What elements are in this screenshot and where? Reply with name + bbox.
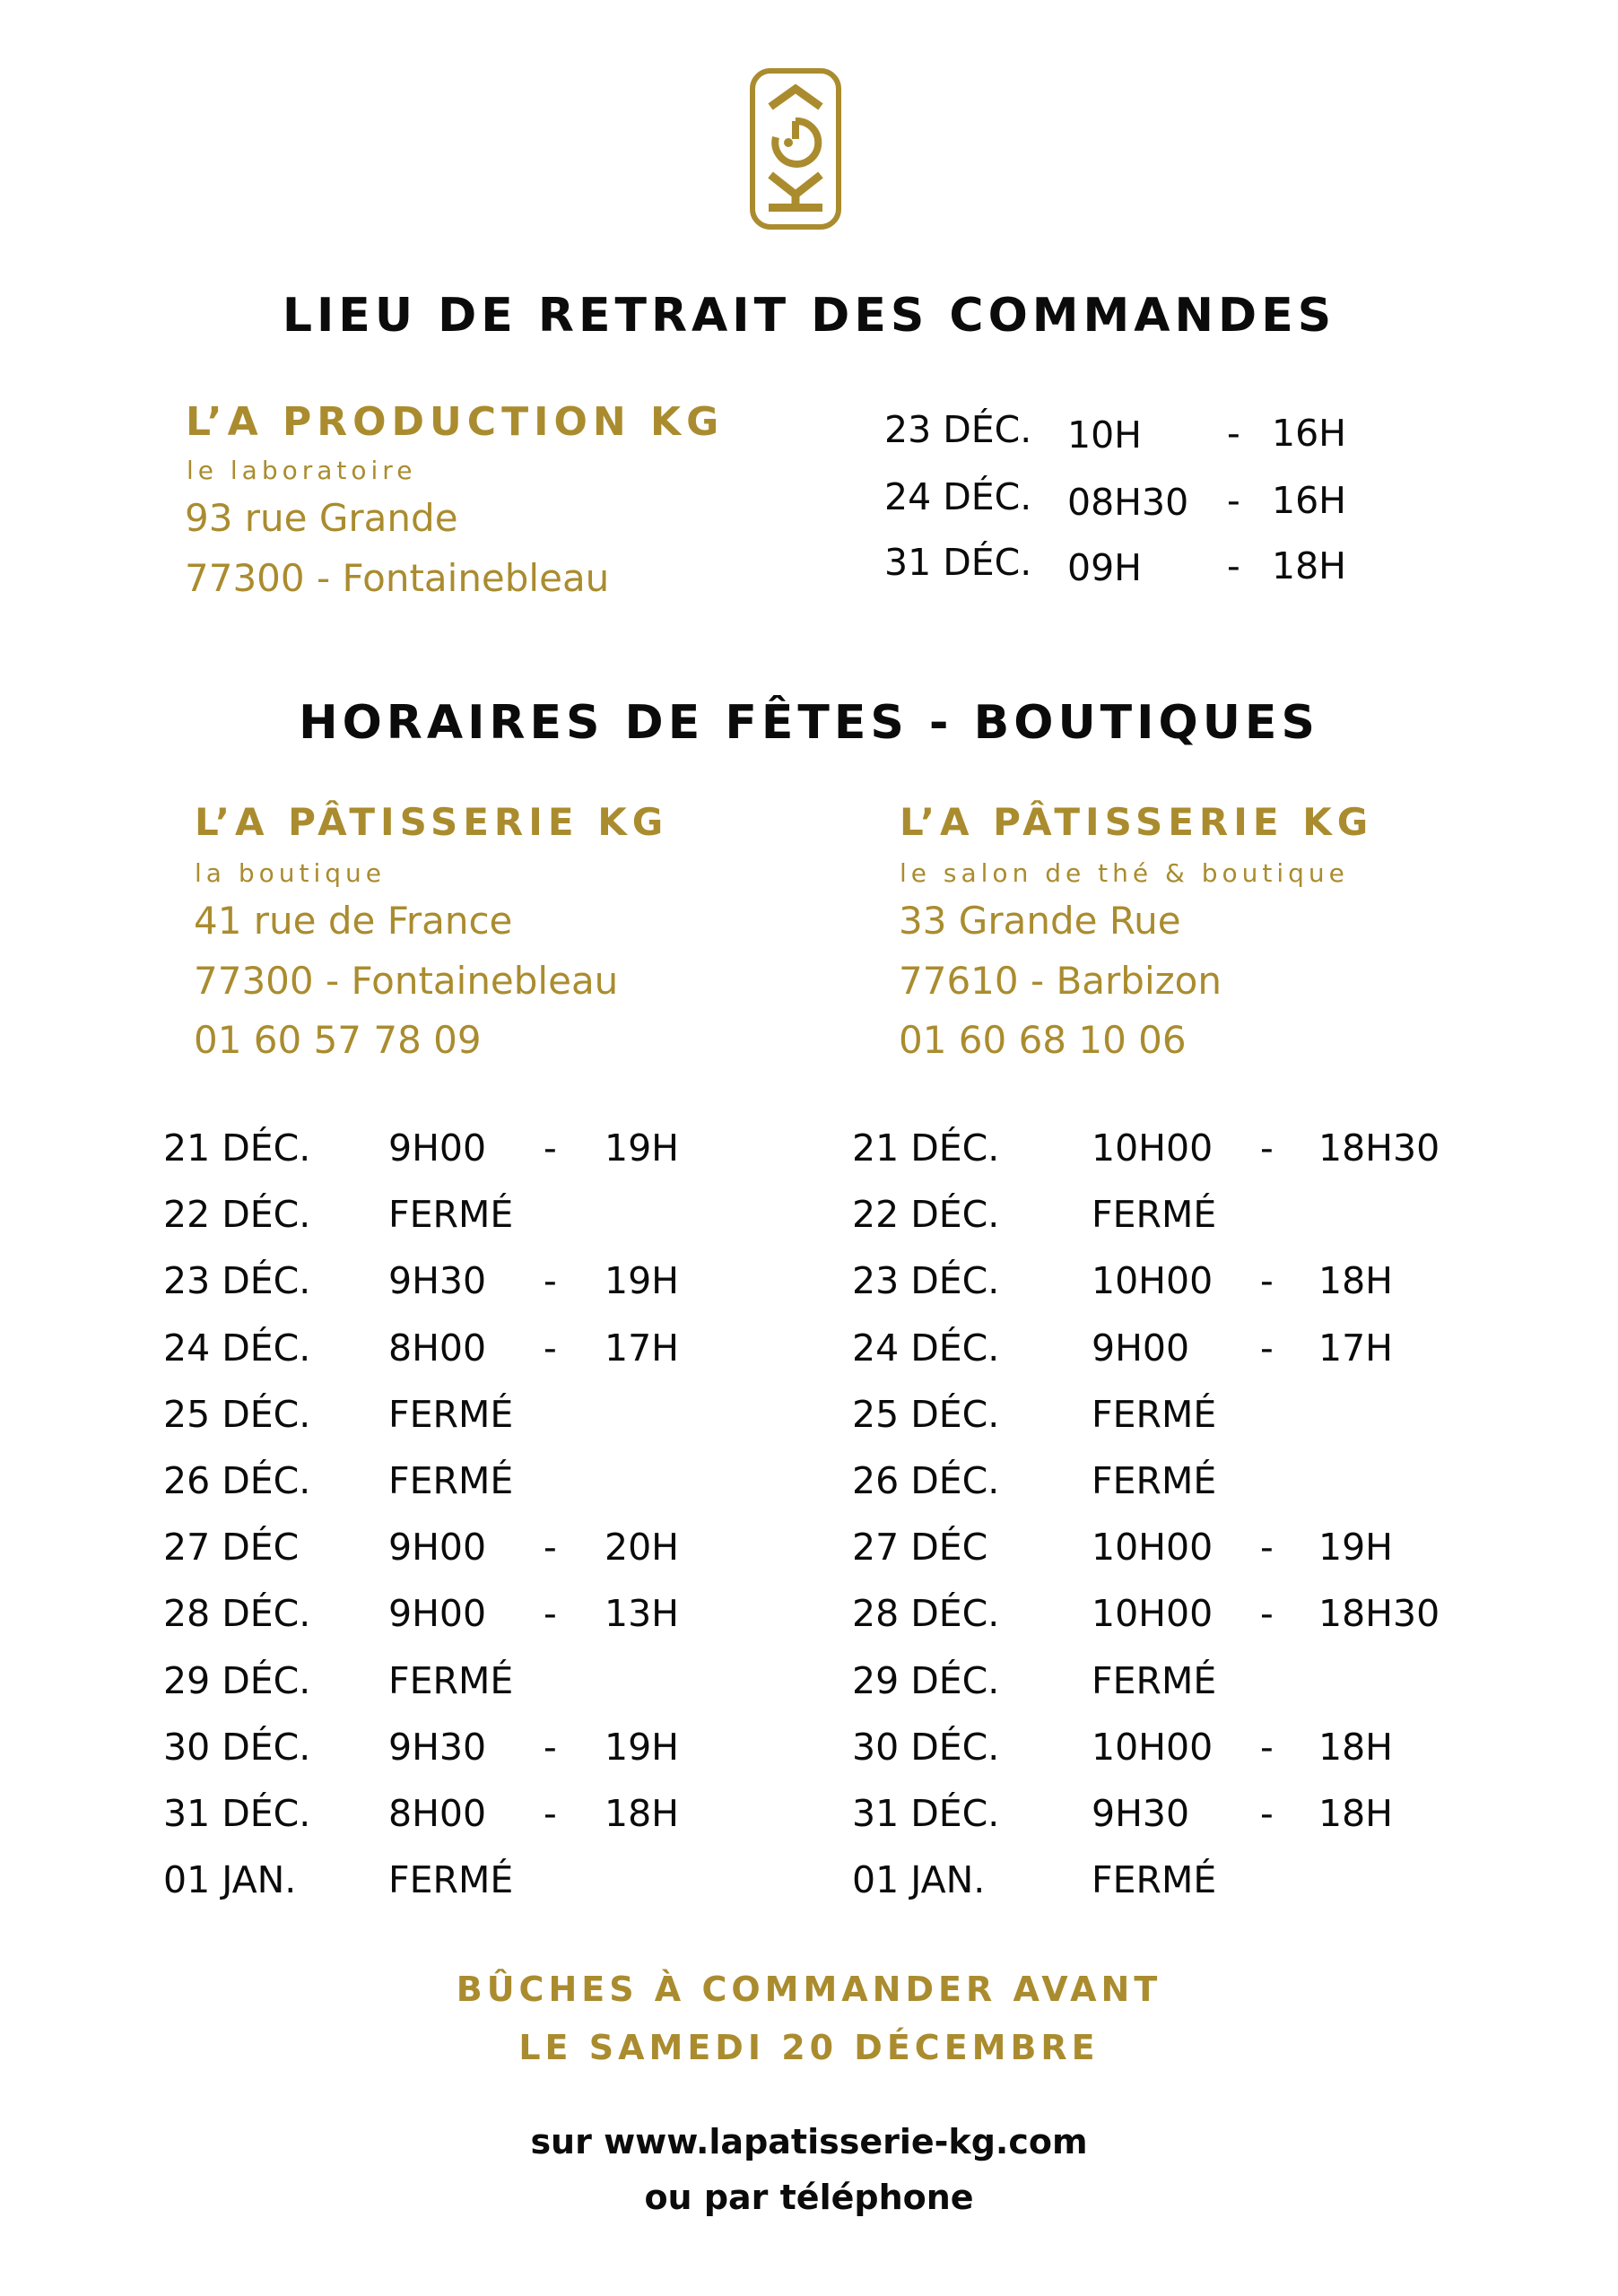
- pickup-hours-row: [884, 408, 1387, 462]
- dash: -: [1227, 412, 1240, 455]
- order-website: sur www.lapatisserie-kg.com: [530, 2122, 1088, 2161]
- close-time: 18H30: [1318, 1592, 1440, 1636]
- open-time: FERMÉ: [1092, 1858, 1217, 1902]
- open-time: FERMÉ: [388, 1459, 514, 1502]
- open-time: FERMÉ: [388, 1193, 514, 1237]
- close-time: 18H: [1318, 1725, 1394, 1769]
- schedule-row: [0, 1326, 1618, 1380]
- shop-address: 33 Grande Rue: [899, 899, 1181, 943]
- schedule-row: [0, 1393, 1618, 1447]
- dash: -: [1260, 1526, 1274, 1570]
- open-time: 10H00: [1092, 1126, 1214, 1170]
- dash: -: [544, 1126, 557, 1170]
- date: 29 DÉC.: [852, 1658, 1000, 1702]
- dash: -: [1227, 544, 1240, 587]
- close-time: 16H: [1272, 479, 1347, 522]
- dash: -: [1260, 1126, 1274, 1170]
- kg-logo: [749, 67, 842, 230]
- open-time: FERMÉ: [388, 1658, 514, 1702]
- schedule-row: [0, 1726, 1618, 1779]
- date: 29 DÉC.: [163, 1658, 311, 1702]
- dash: -: [544, 1592, 557, 1636]
- shop-address: 41 rue de France: [194, 899, 513, 943]
- date: 25 DÉC.: [163, 1392, 311, 1436]
- date: 21 DÉC.: [163, 1126, 311, 1170]
- open-time: 9H00: [388, 1592, 487, 1636]
- open-time: 8H00: [388, 1326, 487, 1370]
- dash: -: [1260, 1592, 1274, 1636]
- open-time: FERMÉ: [388, 1858, 514, 1902]
- open-time: 10H: [1067, 413, 1143, 457]
- shop-phone: 01 60 68 10 06: [899, 1018, 1187, 1062]
- open-time: FERMÉ: [1092, 1392, 1217, 1436]
- shop-phone: 01 60 57 78 09: [194, 1018, 482, 1062]
- open-time: 9H30: [388, 1725, 487, 1769]
- date: 28 DÉC.: [163, 1592, 311, 1636]
- shops-title: HORAIRES DE FÊTES - BOUTIQUES: [299, 696, 1319, 750]
- date: 28 DÉC.: [852, 1592, 1000, 1636]
- dash: -: [544, 1326, 557, 1370]
- open-time: 10H00: [1092, 1526, 1214, 1570]
- date: 22 DÉC.: [163, 1193, 311, 1237]
- close-time: 17H: [605, 1326, 680, 1370]
- pickup-subtitle: le laboratoire: [187, 456, 417, 485]
- close-time: 18H: [1318, 1792, 1394, 1835]
- close-time: 19H: [605, 1725, 680, 1769]
- close-time: 19H: [605, 1259, 680, 1303]
- date: 27 DÉC: [852, 1526, 988, 1570]
- open-time: 10H00: [1092, 1259, 1214, 1303]
- dash: -: [544, 1792, 557, 1835]
- dash: -: [1260, 1259, 1274, 1303]
- date: 22 DÉC.: [852, 1193, 1000, 1237]
- date: 23 DÉC.: [852, 1259, 1000, 1303]
- shop-city: 77300 - Fontainebleau: [194, 959, 619, 1003]
- date: 24 DÉC.: [163, 1326, 311, 1370]
- shop-city: 77610 - Barbizon: [899, 959, 1222, 1003]
- close-time: 19H: [605, 1126, 680, 1170]
- pickup-name: L’A PRODUCTION KG: [186, 399, 725, 445]
- dash: -: [1227, 479, 1240, 522]
- open-time: FERMÉ: [1092, 1193, 1217, 1237]
- dash: -: [1260, 1326, 1274, 1370]
- shop-subtitle: le salon de thé & boutique: [900, 858, 1349, 888]
- schedule-row: [0, 1459, 1618, 1513]
- open-time: FERMÉ: [388, 1392, 514, 1436]
- date: 01 JAN.: [163, 1858, 297, 1902]
- open-time: 9H00: [388, 1526, 487, 1570]
- close-time: 18H: [605, 1792, 680, 1835]
- date: 26 DÉC.: [163, 1459, 311, 1502]
- close-time: 18H30: [1318, 1126, 1440, 1170]
- open-time: 10H00: [1092, 1592, 1214, 1636]
- date: 21 DÉC.: [852, 1126, 1000, 1170]
- pickup-hours-row: [884, 541, 1387, 595]
- date: 23 DÉC.: [884, 408, 1032, 451]
- schedule-row: [0, 1792, 1618, 1846]
- shop-subtitle: la boutique: [195, 858, 386, 888]
- date: 26 DÉC.: [852, 1459, 1000, 1502]
- schedule-row: [0, 1193, 1618, 1247]
- date: 31 DÉC.: [884, 541, 1032, 584]
- shop-name: L’A PÂTISSERIE KG: [900, 800, 1374, 844]
- date: 24 DÉC.: [884, 475, 1032, 518]
- close-time: 19H: [1318, 1526, 1394, 1570]
- close-time: 18H: [1272, 544, 1347, 587]
- date: 27 DÉC: [163, 1526, 300, 1570]
- open-time: 8H00: [388, 1792, 487, 1835]
- date: 23 DÉC.: [163, 1259, 311, 1303]
- schedule-row: [0, 1259, 1618, 1313]
- dash: -: [544, 1725, 557, 1769]
- dash: -: [544, 1259, 557, 1303]
- pickup-title: LIEU DE RETRAIT DES COMMANDES: [282, 289, 1336, 343]
- pickup-city: 77300 - Fontainebleau: [185, 556, 610, 600]
- pickup-address: 93 rue Grande: [185, 496, 458, 540]
- open-time: 9H30: [388, 1259, 487, 1303]
- open-time: 9H00: [388, 1126, 487, 1170]
- date: 31 DÉC.: [163, 1792, 311, 1835]
- schedule-row: [0, 1592, 1618, 1646]
- dash: -: [544, 1526, 557, 1570]
- date: 25 DÉC.: [852, 1392, 1000, 1436]
- open-time: FERMÉ: [1092, 1459, 1217, 1502]
- close-time: 18H: [1318, 1259, 1394, 1303]
- open-time: FERMÉ: [1092, 1658, 1217, 1702]
- pickup-hours-row: [884, 475, 1387, 529]
- order-phone-note: ou par téléphone: [644, 2178, 974, 2217]
- order-deadline-line1: BÛCHES À COMMANDER AVANT: [456, 1970, 1162, 2009]
- order-deadline-line2: LE SAMEDI 20 DÉCEMBRE: [518, 2028, 1100, 2067]
- schedule-row: [0, 1126, 1618, 1180]
- open-time: 08H30: [1067, 481, 1189, 524]
- date: 31 DÉC.: [852, 1792, 1000, 1835]
- date: 24 DÉC.: [852, 1326, 1000, 1370]
- date: 01 JAN.: [852, 1858, 986, 1902]
- open-time: 9H30: [1092, 1792, 1190, 1835]
- open-time: 10H00: [1092, 1725, 1214, 1769]
- schedule-row: [0, 1858, 1618, 1912]
- date: 30 DÉC.: [163, 1725, 311, 1769]
- close-time: 17H: [1318, 1326, 1394, 1370]
- dash: -: [1260, 1725, 1274, 1769]
- close-time: 16H: [1272, 412, 1347, 455]
- open-time: 9H00: [1092, 1326, 1190, 1370]
- close-time: 13H: [605, 1592, 680, 1636]
- schedule-row: [0, 1526, 1618, 1579]
- dash: -: [1260, 1792, 1274, 1835]
- shop-name: L’A PÂTISSERIE KG: [195, 800, 669, 844]
- schedule-row: [0, 1659, 1618, 1713]
- open-time: 09H: [1067, 546, 1143, 589]
- close-time: 20H: [605, 1526, 680, 1570]
- date: 30 DÉC.: [852, 1725, 1000, 1769]
